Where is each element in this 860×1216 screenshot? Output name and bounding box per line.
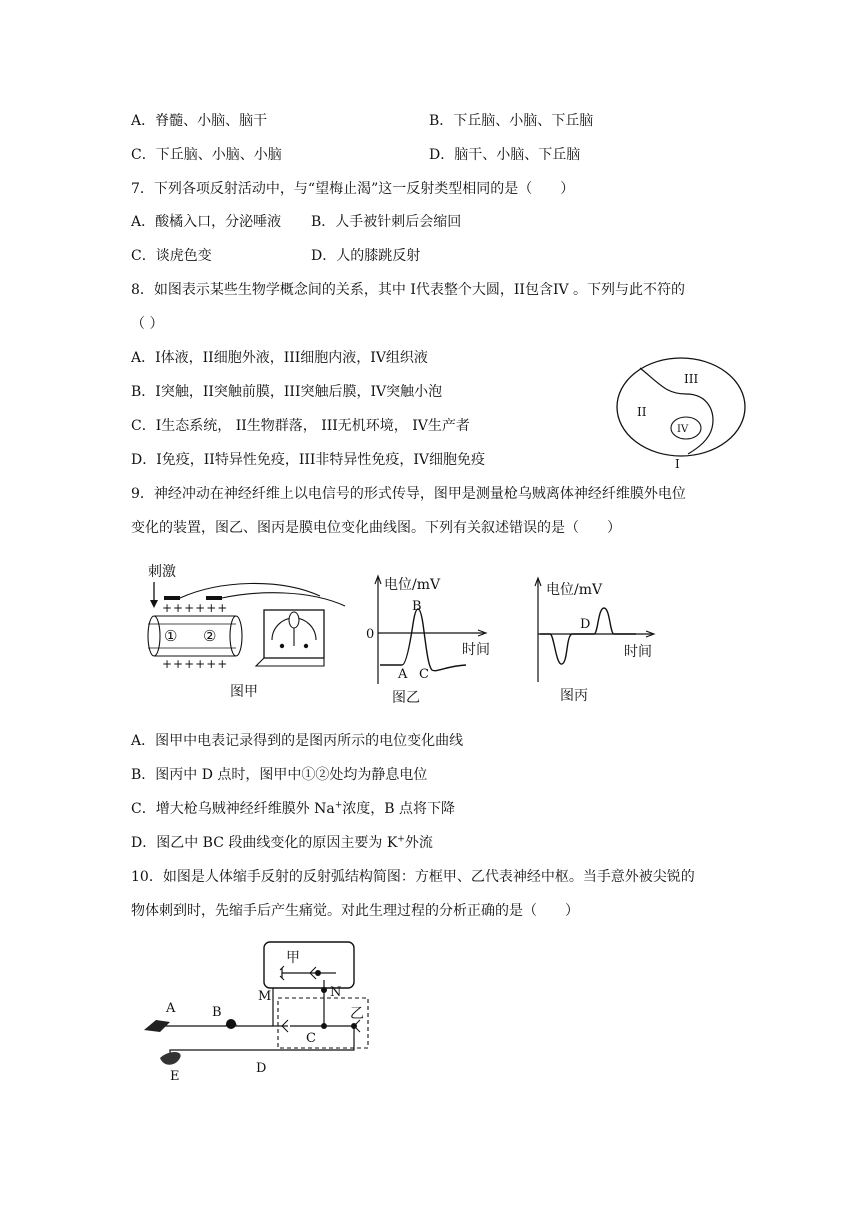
y-axis-label: 电位/mV bbox=[384, 577, 441, 593]
label-c: C bbox=[306, 1031, 316, 1046]
label-a: A bbox=[166, 1001, 176, 1016]
stimulus-label: 刺激 bbox=[148, 564, 176, 580]
q9-figure-bing bbox=[526, 576, 666, 706]
q8-option-d: D．I免疫，II特异性免疫，III非特异性免疫，IV细胞免疫 bbox=[131, 452, 486, 468]
q9-figure-yi bbox=[366, 574, 496, 710]
x-axis-label: 时间 bbox=[462, 642, 490, 658]
point-1-label: ① bbox=[164, 627, 178, 645]
q8-option-b: B．I突触，II突触前膜，III突触后膜，IV突触小泡 bbox=[131, 384, 443, 400]
q8-option-a: A．I体液，II细胞外液，III细胞内液，IV组织液 bbox=[131, 350, 428, 366]
divider-curve bbox=[640, 368, 713, 454]
q9-option-c: C．增大枪乌贼神经纤维膜外 Na+浓度，B 点将下降 bbox=[131, 800, 456, 817]
q6-option-b: B．下丘脑、小脑、下丘脑 bbox=[429, 113, 594, 129]
q8-concept-diagram bbox=[612, 354, 750, 472]
x-axis-label: 时间 bbox=[624, 644, 652, 660]
point-b-label: B bbox=[412, 599, 422, 614]
q9-stem-line2: 变化的装置，图乙、图丙是膜电位变化曲线图。下列有关叙述错误的是（ ） bbox=[131, 520, 621, 536]
label-IV: IV bbox=[677, 424, 689, 435]
label-n: N bbox=[330, 985, 342, 1000]
q7-option-c: C．谈虎色变 bbox=[131, 248, 212, 264]
label-I: I bbox=[675, 457, 680, 471]
label-e: E bbox=[170, 1069, 180, 1084]
figure-bing-caption: 图丙 bbox=[560, 688, 588, 704]
q6-option-a: A．脊髓、小脑、脑干 bbox=[131, 113, 268, 129]
q8-stem-line2: （ ） bbox=[131, 316, 164, 332]
q10-stem-line2: 物体刺到时，先缩手后产生痛觉。对此生理过程的分析正确的是（ ） bbox=[131, 903, 579, 919]
q6-option-d: D．脑干、小脑、下丘脑 bbox=[429, 147, 581, 163]
q7-option-b: B．人手被针刺后会缩回 bbox=[311, 214, 462, 230]
point-d-label: D bbox=[580, 617, 591, 632]
point-a-label: A bbox=[398, 667, 408, 682]
figure-jia-caption: 图甲 bbox=[230, 684, 258, 700]
stimulus-arrow-icon bbox=[150, 600, 158, 608]
q9-figure-jia bbox=[140, 560, 350, 710]
plus-signs-bottom: ++++++ bbox=[162, 657, 229, 671]
q10-reflex-arc-diagram bbox=[140, 934, 380, 1084]
label-m: M bbox=[258, 989, 272, 1004]
action-potential-curve bbox=[380, 609, 466, 671]
q8-option-c: C．I生态系统， II生物群落， III无机环境， IV生产者 bbox=[131, 418, 470, 434]
figure-yi-caption: 图乙 bbox=[392, 690, 420, 706]
wire-1 bbox=[180, 583, 320, 598]
q9-option-a: A．图甲中电表记录得到的是图丙所示的电位变化曲线 bbox=[131, 733, 464, 749]
y-axis-label: 电位/mV bbox=[546, 582, 603, 598]
center-yi-label: 乙 bbox=[350, 1006, 364, 1022]
label-II: II bbox=[637, 405, 647, 419]
wire-2 bbox=[222, 593, 345, 606]
neuron-body-b bbox=[226, 1019, 236, 1029]
label-III: III bbox=[684, 372, 699, 386]
q9-option-b: B．图丙中 D 点时，图甲中①②处均为静息电位 bbox=[131, 767, 428, 783]
zero-tick-label: 0 bbox=[366, 627, 375, 642]
q7-option-d: D．人的膝跳反射 bbox=[311, 248, 421, 264]
point-2-label: ② bbox=[203, 627, 217, 645]
q9-stem-line1: 9．神经冲动在神经纤维上以电信号的形式传导，图甲是测量枪乌贼离体神经纤维膜外电位 bbox=[131, 486, 686, 502]
center-jia-label: 甲 bbox=[286, 950, 300, 966]
effector-e-icon bbox=[160, 1052, 181, 1065]
center-jia-box bbox=[264, 942, 354, 988]
label-b: B bbox=[212, 1005, 222, 1020]
q10-stem-line1: 10．如图是人体缩手反射的反射弧结构简图：方框甲、乙代表神经中枢。当手意外被尖锐的 bbox=[131, 869, 695, 885]
q6-option-c: C．下丘脑、小脑、小脑 bbox=[131, 147, 282, 163]
q7-option-a: A．酸橘入口，分泌唾液 bbox=[131, 214, 282, 230]
q8-stem-line1: 8．如图表示某些生物学概念间的关系，其中 I代表整个大圆，II包含IV 。下列与此不符的 bbox=[131, 282, 686, 298]
plus-signs-top: ++++++ bbox=[162, 601, 229, 615]
q9-option-d: D．图乙中 BC 段曲线变化的原因主要为 K+外流 bbox=[131, 834, 433, 851]
label-d: D bbox=[256, 1061, 267, 1076]
efferent-pathway-d bbox=[170, 1026, 354, 1056]
q7-stem: 7．下列各项反射活动中，与“望梅止渴”这一反射类型相同的是（ ） bbox=[131, 181, 575, 197]
point-c-label: C bbox=[419, 667, 429, 682]
